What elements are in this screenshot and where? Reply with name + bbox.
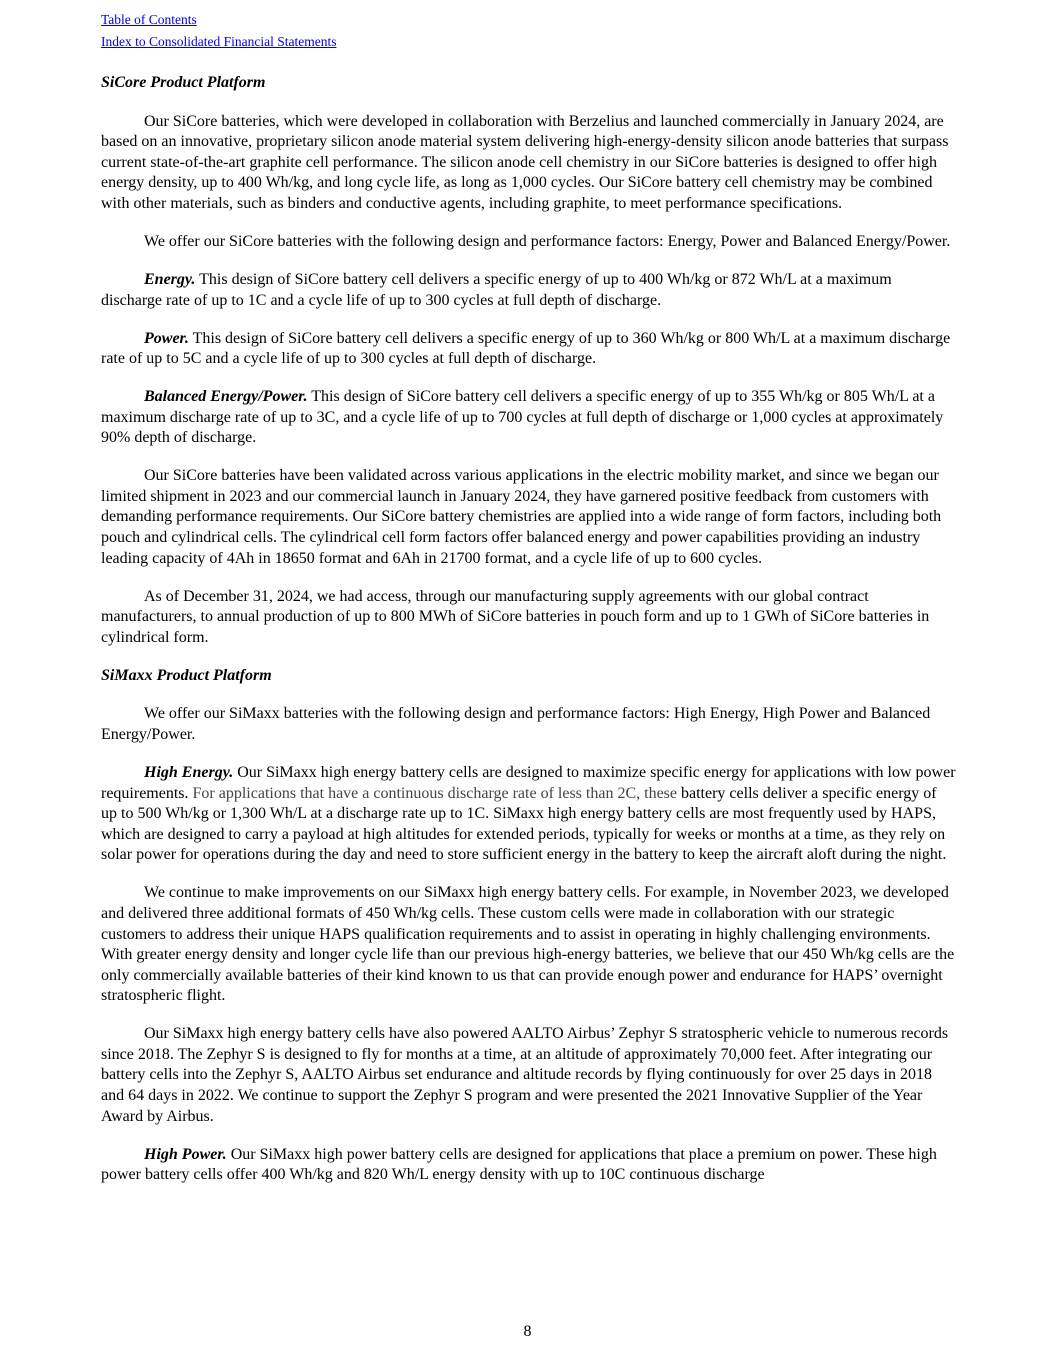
simaxx-design-factors-paragraph: We offer our SiMaxx batteries with the following design and performance factors: High Energy, High Power and Balanced Energy/Power.	[101, 705, 931, 743]
sicore-production-paragraph: As of December 31, 2024, we had access, through our manufacturing supply agreements with our global contract manufacturers, to annual production of up to 800 MWh of SiCore batteries in pouch form and up to 1 GWh of SiCore batteries in cylindrical form.	[101, 587, 930, 646]
sicore-power-paragraph	[101, 329, 956, 370]
energy-lead: Energy.	[144, 270, 196, 288]
table-of-contents-link[interactable]: Table of Contents	[101, 12, 197, 27]
simaxx-zephyr-paragraph: Our SiMaxx high energy battery cells have also powered AALTO Airbus’ Zephyr S stratospheric vehicle to numerous records since 2018. The Zephyr S is designed to fly for months at a time, at an altitude of approximately 70,000 feet. After integrating our battery cells into the Zephyr S, AALTO Airbus set endurance and altitude records by flying continuously for over 25 days in 2018 and 64 days in 2022. We continue to support the Zephyr S program and were presented the 2021 Innovative Supplier of the Year Award by Airbus.	[101, 1025, 949, 1125]
energy-text: This design of SiCore battery cell delivers a specific energy of up to 400 Wh/kg or 872 Wh/L at a maximum discharge rate of up to 1C and a cycle life of up to 300 cycles at full depth of discharge.	[101, 270, 892, 309]
sicore-heading: SiCore Product Platform	[101, 74, 266, 91]
simaxx-heading: SiMaxx Product Platform	[101, 666, 272, 684]
high-energy-text-2: battery cells deliver a specific energy of up to 500 Wh/kg or 1,300 Wh/L at a discharge rate up to 1C. SiMaxx high energy battery cells are most frequently used by HAPS, which are designed to carry a payload at high altitudes for extended periods, typically for weeks or months at a time, as they rely on solar power for operations during the day and need to store sufficient energy in the battery to keep the aircraft aloft during the night.	[101, 784, 947, 864]
sicore-design-factors-paragraph: We offer our SiCore batteries with the following design and performance factors: Energy, Power and Balanced Energy/Power.	[144, 232, 951, 250]
sicore-balanced-paragraph	[101, 387, 956, 449]
page-number: 8	[523, 1323, 532, 1340]
high-energy-text-gray: For applications that have a continuous discharge rate of less than 2C, these	[192, 784, 677, 802]
document-body	[101, 73, 956, 1203]
sicore-intro-paragraph: Our SiCore batteries, which were developed in collaboration with Berzelius and launched commercially in January 2024, are based on an innovative, proprietary silicon anode material system delivering high-energy-density silicon anode batteries that surpass current state-of-the-art graphite cell performance. The silicon anode cell chemistry in our SiCore batteries is designed to offer high energy density, up to 400 Wh/kg, and long cycle life, as long as 1,000 cycles. Our SiCore battery cell chemistry may be combined with other materials, such as binders and conductive agents, including graphite, to meet performance specifications.	[101, 112, 949, 212]
balanced-text: This design of SiCore battery cell delivers a specific energy of up to 355 Wh/kg or 805 Wh/L at a maximum discharge rate of up to 3C, and a cycle life of up to 700 cycles at full depth of discharge or 1,000 cycles at approximately 90% depth of discharge.	[101, 388, 944, 447]
balanced-lead: Balanced Energy/Power.	[144, 388, 308, 406]
high-energy-text-1: Our SiMaxx high energy battery cells are designed to maximize specific energy for applications with low power requirements.	[101, 763, 956, 802]
high-energy-lead: High Energy.	[144, 763, 234, 781]
index-financial-statements-link[interactable]: Index to Consolidated Financial Statements	[101, 34, 337, 49]
power-text: This design of SiCore battery cell delivers a specific energy of up to 360 Wh/kg or 800 Wh/L at a maximum discharge rate of up to 5C and a cycle life of up to 300 cycles at full depth of discharge.	[101, 329, 951, 368]
power-lead: Power.	[144, 329, 189, 347]
top-navigation	[101, 9, 336, 53]
high-power-text: Our SiMaxx high power battery cells are designed for applications that place a premium on power. These high power battery cells offer 400 Wh/kg and 820 Wh/L energy density with up to 10C continuous discharge	[101, 1145, 937, 1184]
sicore-energy-paragraph	[101, 270, 956, 311]
simaxx-improvements-paragraph: We continue to make improvements on our SiMaxx high energy battery cells. For example, in November 2023, we developed and delivered three additional formats of 450 Wh/kg cells. These custom cells were made in collaboration with our strategic customers to address their unique HAPS qualification requirements and to assist in operating in highly challenging environments. With greater energy density and longer cycle life than our previous high-energy batteries, we believe that our 450 Wh/kg cells are the only commercially available batteries of their kind known to us that can provide enough power and endurance for HAPS’ overnight stratospheric flight.	[101, 884, 955, 1005]
simaxx-high-energy-paragraph	[101, 763, 956, 866]
sicore-validation-paragraph: Our SiCore batteries have been validated across various applications in the electric mobility market, and since we began our limited shipment in 2023 and our commercial launch in January 2024, they have garnered positive feedback from customers with demanding performance requirements. Our SiCore battery chemistries are applied into a wide range of form factors, including both pouch and cylindrical cells. The cylindrical cell form factors offer balanced energy and power capabilities providing an industry leading capacity of 4Ah in 18650 format and 6Ah in 21700 format, and a cycle life of up to 600 cycles.	[101, 467, 942, 567]
high-power-lead: High Power.	[144, 1145, 227, 1163]
simaxx-high-power-paragraph	[101, 1145, 956, 1186]
